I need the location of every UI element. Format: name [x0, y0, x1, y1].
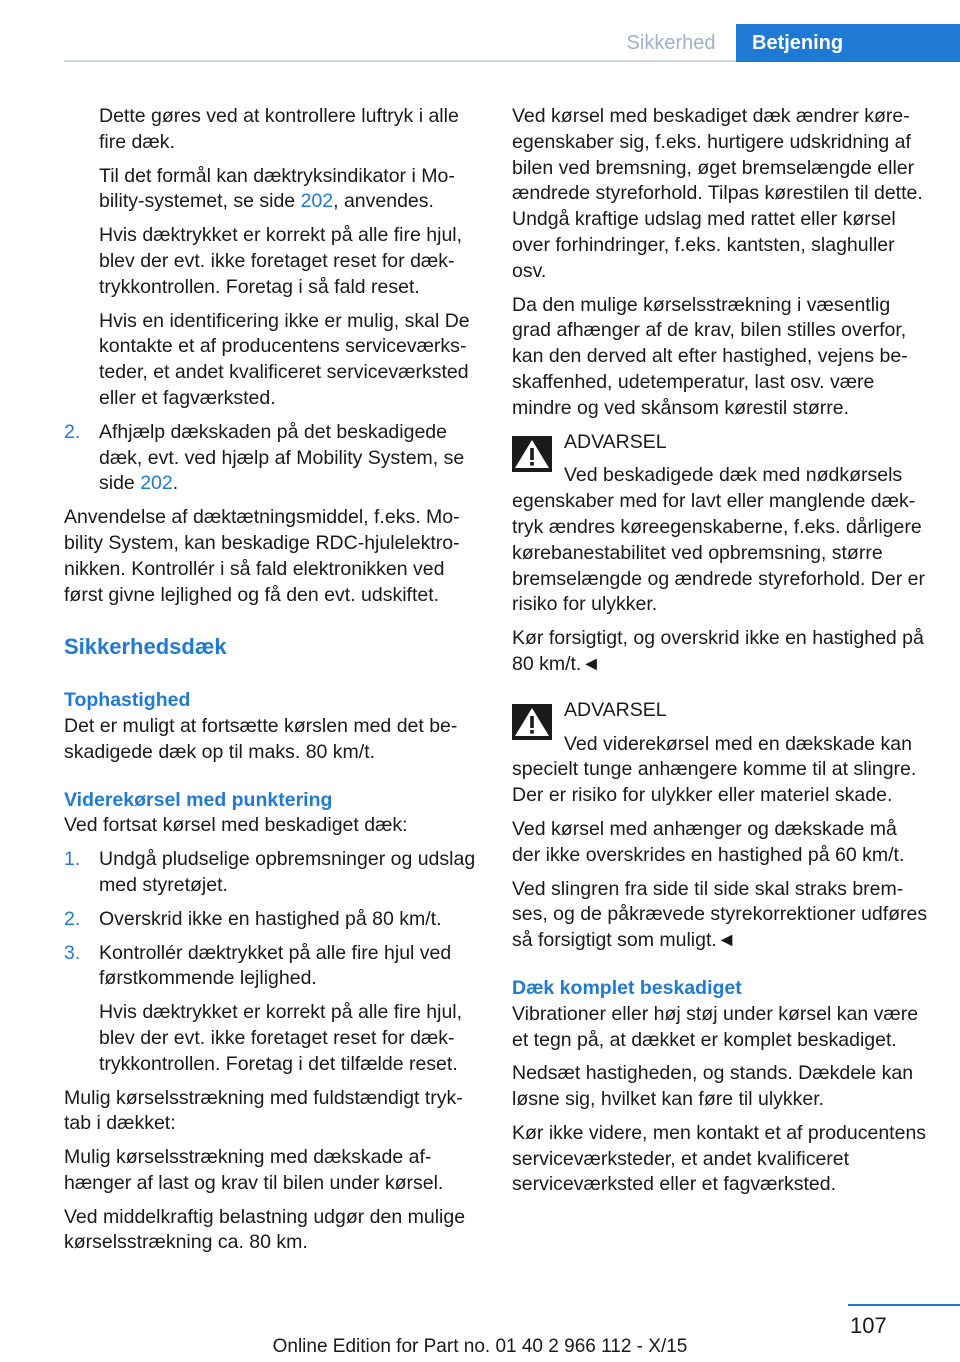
- paragraph: Nedsæt hastigheden, og stands. Dækdele kan løsne sig, hvilket kan føre til ulykker.: [512, 1062, 914, 1111]
- paragraph: Anvendelse af dæktætningsmiddel, f.eks. Mobility System, kan beskadige RDC-hjulelektronikken. Kontrollér i så fald elektronikken ved først givne lejlighed og få den evt. udskiftet.: [64, 506, 460, 606]
- list-number: 3.: [64, 941, 81, 964]
- subsection-heading: Dæk komplet beskadiget: [512, 976, 742, 999]
- paragraph: Det er muligt at fortsætte kørslen med det beskadigede dæk op til maks. 80 km/t.: [64, 714, 458, 763]
- paragraph: Mulig kørselsstrækning med dækskade afhænger af last og krav til bilen under kørsel.: [64, 1146, 444, 1194]
- footer-rule: [848, 1304, 960, 1306]
- paragraph: Hvis en identificering ikke er mulig, skal De kontakte et af producentens serviceværksteder, et andet kvalificeret serviceværksted eller et fagværksted.: [99, 309, 470, 409]
- paragraph: Ved fortsat kørsel med beskadiget dæk:: [64, 814, 408, 837]
- warning-box: [512, 430, 928, 619]
- paragraph: Ved kørsel med anhænger og dækskade må der ikke overskrides en hastighed på 60 km/t.: [512, 817, 905, 866]
- warning-line: Ved viderekørsel med en dækskade kan: [564, 732, 912, 755]
- paragraph: Ved slingren fra side til side skal straks bremses, og de påkrævede styrekorrektioner udføres så forsigtigt som muligt.◄: [512, 877, 928, 952]
- left-column: [64, 104, 480, 1264]
- list-item: 2. Afhjælp dækskaden på det beskadigede dæk, evt. ved hjælp af Mobility System, se side 202.: [64, 420, 465, 495]
- paragraph: Hvis dæktrykket er korrekt på alle fire hjul, blev der evt. ikke foretaget reset for dæktrykkontrollen. Foretag i så fald reset.: [99, 224, 463, 298]
- paragraph: Kør ikke videre, men kontakt et af producentens serviceværksteder, et andet kvalificeret serviceværksted eller et fagværksted.: [512, 1121, 927, 1196]
- list-item: 2. Overskrid ikke en hastighed på 80 km/t.: [64, 907, 480, 933]
- list-item: 1. Undgå pludselige opbremsninger og udslag med styretøjet.: [64, 848, 476, 896]
- warning-icon: [512, 704, 552, 740]
- list-item: 3. Kontrollér dæktrykket på alle fire hjul ved førstkommende lejlighed.: [64, 941, 452, 990]
- subsection-heading: Viderekørsel med punktering: [64, 788, 333, 811]
- page-link[interactable]: 202: [140, 472, 173, 495]
- paragraph: Vibrationer eller høj støj under kørsel kan være et tegn på, at dækket er komplet beskadiget.: [512, 1002, 919, 1051]
- tab-sikkerhed[interactable]: Sikkerhed: [626, 32, 716, 54]
- warning-line: Ved beskadigede dæk med nødkørsels: [564, 464, 903, 487]
- paragraph: Da den mulige kørselsstrækning i væsentlig grad afhænger af de krav, bilen stilles overfor, kan den derved alt efter hastighed, vejens beskaffenhed, udetemperatur, last osv. være mindre og ved skånsom kørestil større.: [512, 293, 908, 419]
- paragraph: Dette gøres ved at kontrollere luftryk i alle fire dæk.: [99, 105, 459, 153]
- list-number: 2.: [64, 907, 81, 930]
- edition-footer: Online Edition for Part no. 01 40 2 966 112 - X/15: [272, 1336, 688, 1357]
- warning-title: ADVARSEL: [564, 430, 667, 453]
- tab-betjening[interactable]: Betjening: [736, 24, 960, 62]
- paragraph: Til det formål kan dæktryksindikator i Mobility-systemet, se side 202, anvendes.: [99, 164, 455, 213]
- list-number: 2.: [64, 420, 81, 443]
- subsection-heading: Tophastighed: [64, 689, 191, 712]
- paragraph: Hvis dæktrykket er korrekt på alle fire hjul, blev der evt. ikke foretaget reset for dæktrykkontrollen. Foretag i det tilfælde reset.: [99, 1001, 463, 1075]
- paragraph: Ved kørsel med beskadiget dæk ændrer køreegenskaber sig, f.eks. hurtigere udskridning af bilen ved bremsning, øget bremselængde eller ændrede styreforhold. Tilpas kørestilen til dette. Undgå kraftige udslag med rattet eller kørsel over forhindringer, f.eks. kantsten, slaghuller osv.: [512, 105, 923, 282]
- page-link[interactable]: 202: [300, 190, 334, 213]
- right-column: [512, 104, 928, 1206]
- warning-text: specielt tunge anhængere komme til at slingre. Der er risiko for ulykker eller materiel skade.: [512, 758, 917, 807]
- paragraph: Mulig kørselsstrækning med fuldstændigt tryktab i dækket:: [64, 1086, 463, 1135]
- list-number: 1.: [64, 848, 81, 871]
- page-number: 107: [850, 1313, 887, 1338]
- paragraph: Ved middelkraftig belastning udgør den mulige kørselsstrækning ca. 80 km.: [64, 1205, 466, 1254]
- section-heading: Sikkerhedsdæk: [64, 634, 227, 660]
- warning-title: ADVARSEL: [564, 698, 667, 721]
- warning-box: [512, 698, 928, 809]
- warning-icon: [512, 436, 552, 472]
- paragraph: Kør forsigtigt, og overskrid ikke en hastighed på 80 km/t.◄: [512, 627, 924, 675]
- warning-text: egenskaber med for lavt eller manglende dæktryk ændres køreegenskaberne, f.eks. dårligere kørebanestabilitet ved opbremsning, større bremselængde og ændrede styreforhold. Der er risiko for ulykker.: [512, 490, 925, 616]
